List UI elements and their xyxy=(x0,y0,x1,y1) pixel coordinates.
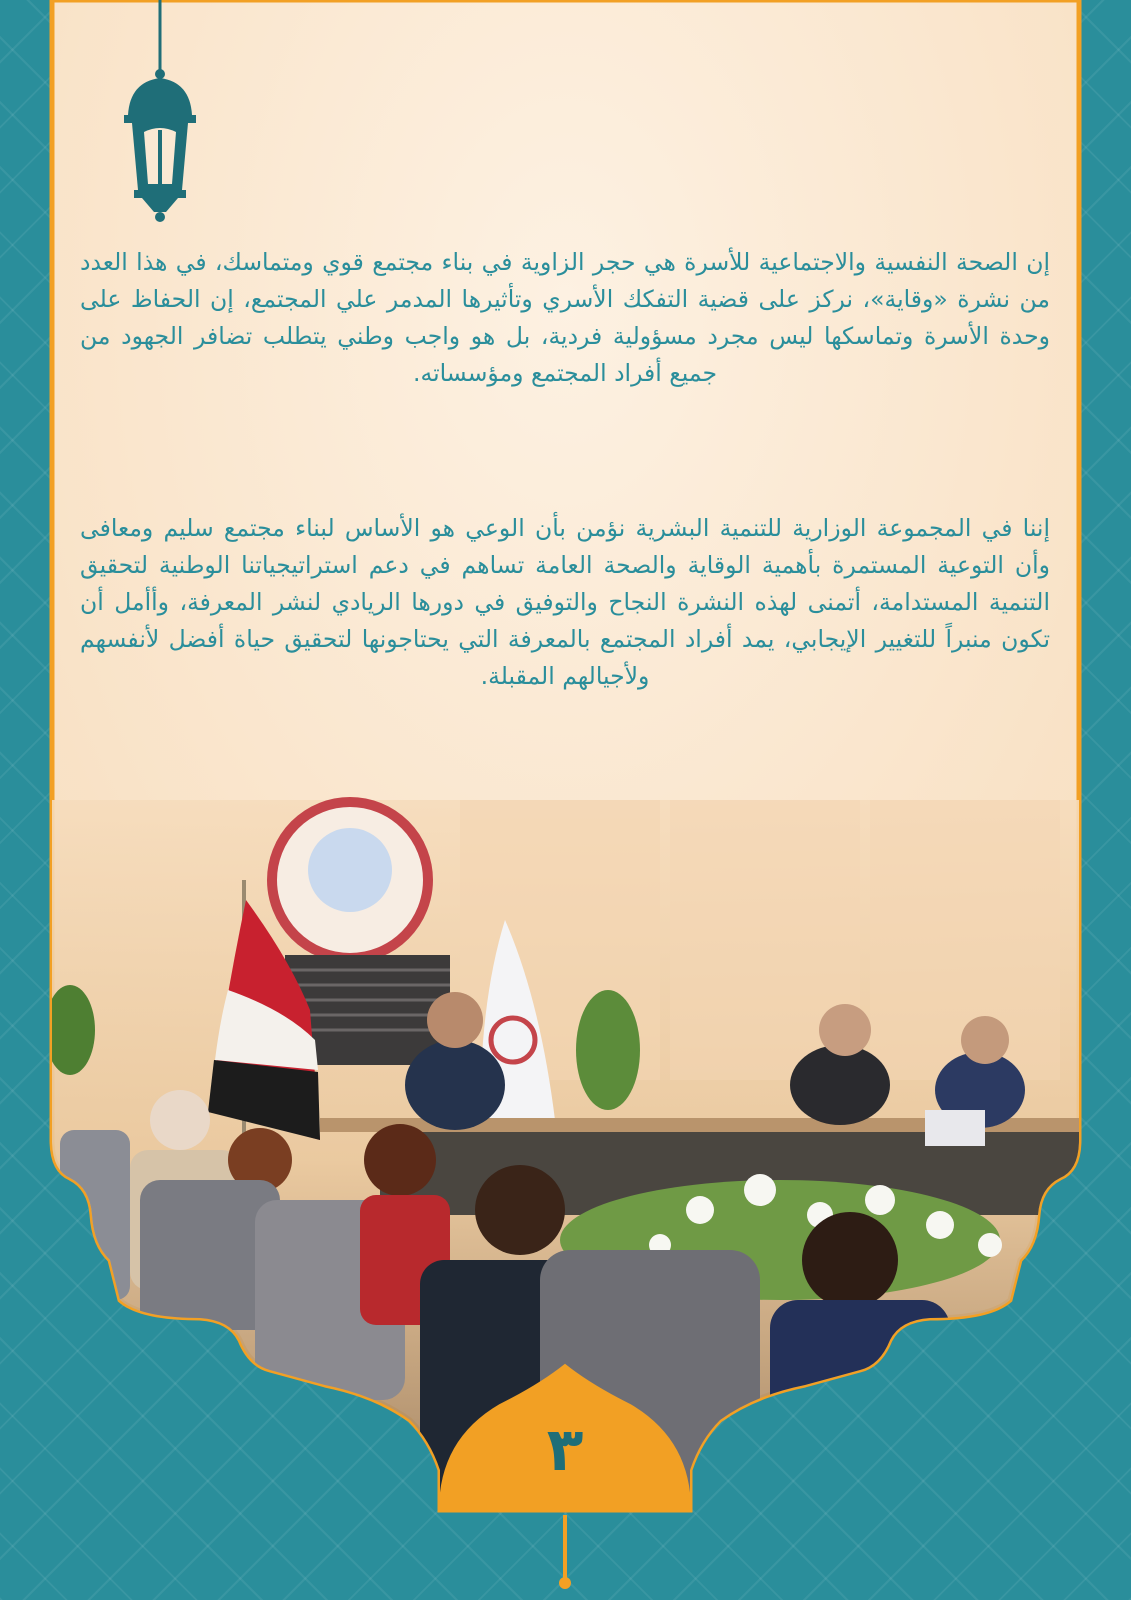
second-paragraph: إننا في المجموعة الوزارية للتنمية البشرية نؤمن بأن الوعي هو الأساس لبناء مجتمع سليم ومعافى وأن التوعية المستمرة بأهمية الوقاية والصحة العامة تساهم في دعم استراتيجياتنا الوطنية لتحقيق التنمية المستدامة، أتمنى لهذه النشرة النجاح والتوفيق في دورها الريادي لنشر المعرفة، وأأمل أن تكون منبراً للتغيير الإيجابي، يمد أفراد المجتمع بالمعرفة التي يحتاجونها لتحقيق حياة أفضل لأنفسهم ولأجيالهم المقبلة. xyxy=(80,514,1050,690)
lantern-icon xyxy=(118,0,202,225)
intro-paragraph: إن الصحة النفسية والاجتماعية للأسرة هي حجر الزاوية في بناء مجتمع قوي ومتماسك، في هذا العدد من نشرة «وقاية»، نركز على قضية التفكك الأسري وتأثيرها المدمر علي المجتمع، إن الحفاظ على وحدة الأسرة وتماسكها ليس مجرد مسؤولية فردية، بل هو واجب وطني يتطلب تضافر الجهود من جميع أفراد المجتمع ومؤسساته. xyxy=(80,248,1050,387)
page-number: ٣ xyxy=(546,1415,584,1485)
